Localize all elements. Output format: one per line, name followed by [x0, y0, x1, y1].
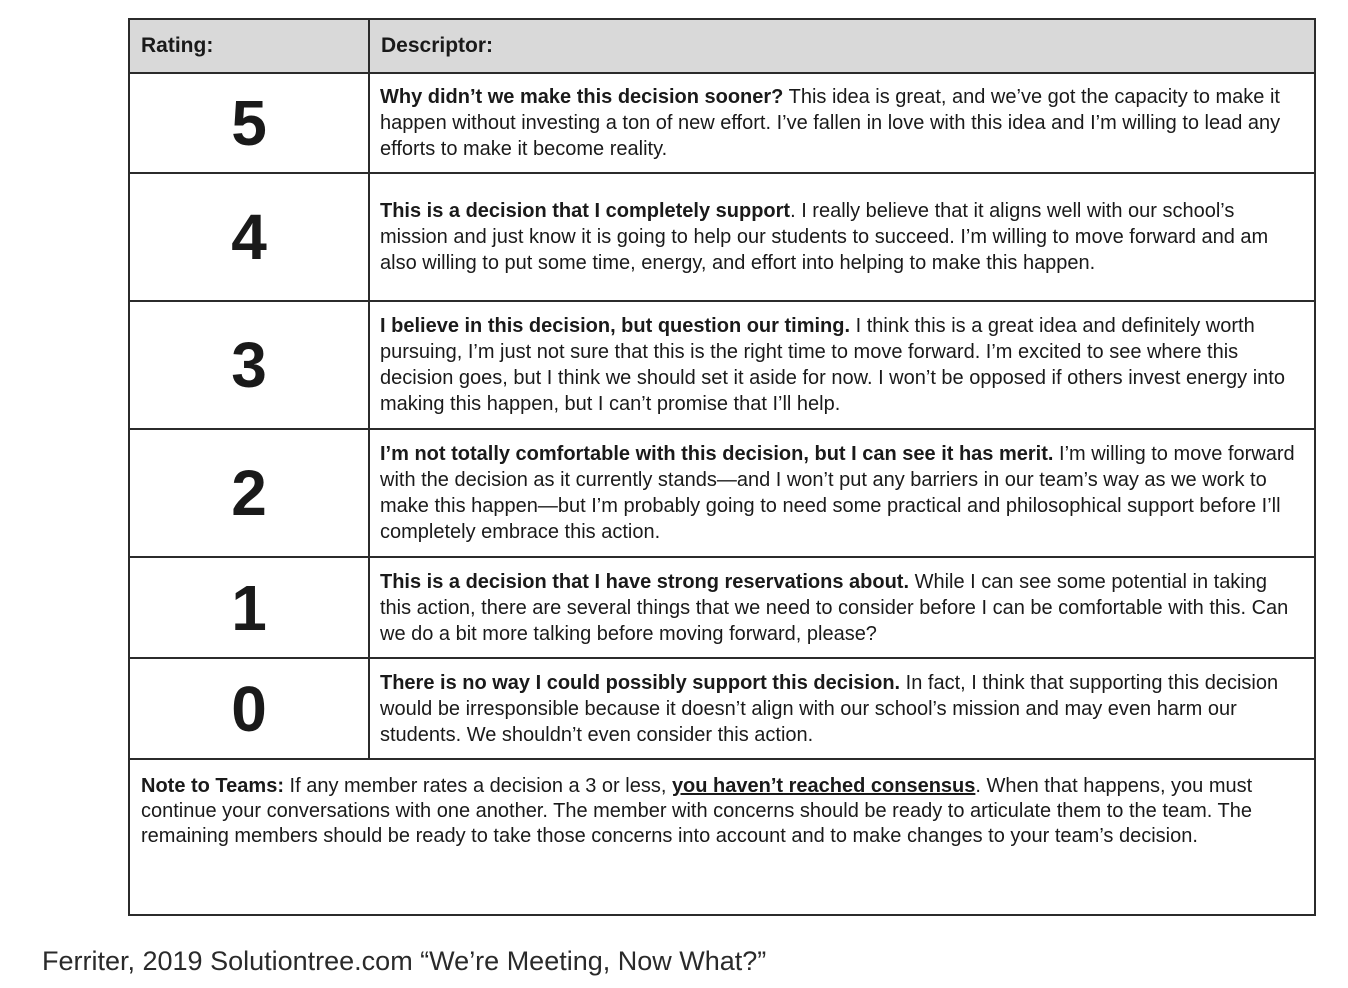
rating-value: 3 — [129, 301, 369, 429]
descriptor-cell — [369, 301, 1315, 429]
descriptor-lead: This is a decision that I completely support — [380, 200, 791, 222]
rating-value: 1 — [129, 557, 369, 658]
header-row — [129, 19, 1315, 73]
rating-value: 2 — [129, 429, 369, 557]
note-to-teams — [129, 759, 1315, 915]
descriptor-text: . I really believe that it aligns well with our school’s mission and just know it is going to help our students to succeed. I’m willing to move forward and am also willing to put some time, energy, and effort into helping to make this happen. — [380, 200, 1269, 274]
descriptor-lead: I’m not totally comfortable with this decision, but I can see it has merit. — [380, 443, 1054, 465]
source-citation: Ferriter, 2019 Solutiontree.com “We’re Meeting, Now What?” — [42, 946, 767, 976]
descriptor-lead: Why didn’t we make this decision sooner? — [380, 86, 784, 108]
descriptor-lead: I believe in this decision, but question our timing. — [380, 315, 851, 337]
note-text-after: . When that happens, you must continue your conversations with one another. The member with concerns should be ready to articulate them to the team. The remaining members should be ready to take those concerns into account and to make changes to your team’s decision. — [141, 775, 1253, 847]
descriptor-lead: There is no way I could possibly support this decision. — [380, 671, 901, 694]
descriptor-text: I think this is a great idea and definitely worth pursuing, I’m just not sure that this is the right time to move forward. I’m excited to see where this decision goes, but I think we should set it aside for now. I won’t be opposed if others invest energy into making this happen, but I can’t promise that I’ll help. — [380, 315, 1285, 415]
descriptor-text: This idea is great, and we’ve got the capacity to make it happen without investing a ton of new effort. I’ve fallen in love with this idea and I’m willing to lead any efforts to make it become reality. — [380, 86, 1281, 160]
descriptor-column-header: Descriptor: — [369, 19, 1315, 73]
rating-value: 5 — [129, 73, 369, 173]
consensus-rubric-table — [128, 18, 1316, 916]
descriptor-cell — [369, 173, 1315, 301]
rating-column-header: Rating: — [129, 19, 369, 73]
table-row — [129, 301, 1315, 429]
note-row — [129, 759, 1315, 915]
descriptor-cell — [369, 73, 1315, 173]
table-row — [129, 557, 1315, 658]
descriptor-text: While I can see some potential in taking this action, there are several things that we need to consider before I can be comfortable with this. Can we do a bit more talking before moving forward, please? — [380, 570, 1289, 645]
table-row — [129, 429, 1315, 557]
descriptor-lead: This is a decision that I have strong reservations about. — [380, 570, 910, 593]
descriptor-cell — [369, 557, 1315, 658]
table-row — [129, 658, 1315, 759]
descriptor-cell — [369, 658, 1315, 759]
rating-value: 4 — [129, 173, 369, 301]
rating-value: 0 — [129, 658, 369, 759]
note-emphasis: you haven’t reached consensus — [671, 775, 976, 797]
table-row — [129, 173, 1315, 301]
table-row — [129, 73, 1315, 173]
descriptor-text: I’m willing to move forward with the decision as it currently stands—and I won’t put any barriers in our team’s way as we work to make this happen—but I’m probably going to need some practical and philosophical support before I’ll completely embrace this action. — [380, 443, 1295, 543]
descriptor-text: In fact, I think that supporting this decision would be irresponsible because it doesn’t align with our school’s mission and may even harm our students. We shouldn’t even consider this action. — [380, 671, 1279, 746]
descriptor-cell — [369, 429, 1315, 557]
note-label: Note to Teams: — [141, 775, 284, 797]
note-text-before: If any member rates a decision a 3 or less, — [283, 775, 672, 797]
